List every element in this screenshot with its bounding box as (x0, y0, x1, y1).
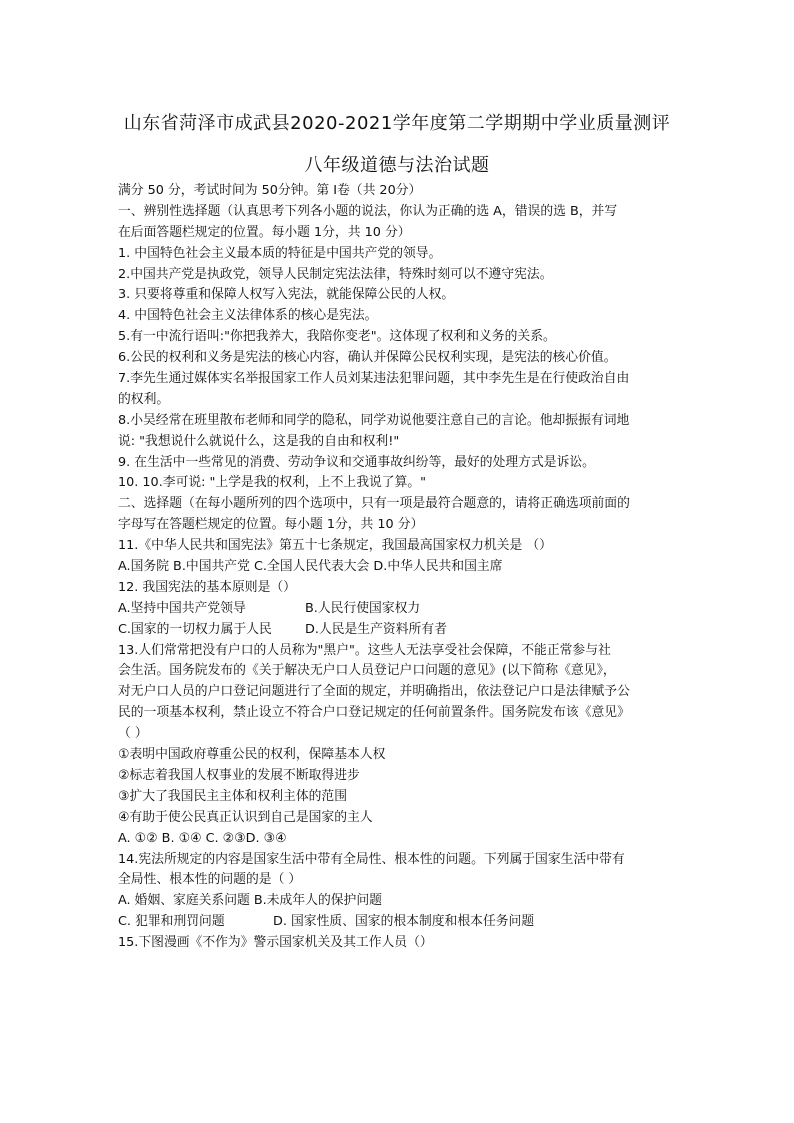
section1-heading: 一、辨别性选择题（认真思考下列各小题的说法，你认为正确的选 A，错误的选 B，并写 (118, 203, 618, 219)
question-10: 10. 10.李可说: "上学是我的权利，上不上我说了算。" (118, 475, 427, 491)
question-4: 4. 中国特色社会主义法律体系的核心是宪法。 (118, 308, 378, 324)
section2-heading-cont: 字母写在答题栏规定的位置。每小题 1分，共 10 分） (118, 517, 424, 533)
option-14c: C. 犯罪和刑罚问题 (118, 914, 225, 930)
question-12-options-ab (118, 599, 688, 620)
question-5: 5.有一中流行语叫:"你把我养大，我陪你变老"。这体现了权利和义务的关系。 (118, 329, 556, 345)
question-13: 13.人们常常把没有户口的人员称为"黑户"。这些人无法享受社会保障，不能正常参与社 (118, 642, 611, 658)
question-9: 9. 在生活中一些常见的消费、劳动争议和交通事故纠纷等，最好的处理方式是诉讼。 (118, 454, 595, 470)
question-14-cont: 全局性、根本性的问题的是（ ） (118, 872, 302, 888)
question-7-cont: 的权利。 (118, 391, 170, 407)
question-2: 2.中国共产党是执政党，领导人民制定宪法法律，特殊时刻可以不遵守宪法。 (118, 266, 553, 282)
question-8: 8.小吴经常在班里散布老师和同学的隐私，同学劝说他要注意自己的言论。他却振振有词地 (118, 412, 630, 428)
exam-title: 山东省菏泽市成武县2020-2021学年度第二学期期中学业质量测评 (123, 113, 671, 134)
option-12a: A.坚持中国共产党领导 (118, 600, 246, 616)
statement-2: ②标志着我国人权事业的发展不断取得进步 (118, 767, 360, 783)
question-13-cont: 民的一项基本权利，禁止设立不符合户口登记规定的任何前置条件。国务院发布该《意见》 (118, 705, 630, 721)
exam-body (118, 181, 688, 954)
statement-1: ①表明中国政府尊重公民的权利，保障基本人权 (118, 747, 386, 763)
question-15: 15.下图漫画《不作为》警示国家机关及其工作人员（） (118, 935, 433, 951)
question-11: 11.《中华人民共和国宪法》第五十七条规定，我国最高国家权力机关是 （） (118, 538, 552, 554)
statement-3: ③扩大了我国民主主体和权利主体的范围 (118, 788, 348, 804)
question-8-cont: 说: "我想说什么就说什么，这是我的自由和权利!" (118, 433, 400, 449)
option-14d: D. 国家性质、国家的根本制度和根本任务问题 (273, 914, 535, 930)
statement-4: ④有助于使公民真正认识到自己是国家的主人 (118, 809, 373, 825)
question-7: 7.李先生通过媒体实名举报国家工作人员刘某违法犯罪问题，其中李先生是在行使政治自由 (118, 371, 630, 387)
question-13-cont: 会生活。国务院发布的《关于解决无户口人员登记户口问题的意见》(以下简称《意见》， (118, 663, 616, 679)
question-14-options-ab: A. 婚姻、家庭关系问题 B.未成年人的保护问题 (118, 893, 382, 909)
question-14-options-cd (118, 912, 688, 933)
exam-subtitle: 八年级道德与法治试题 (304, 155, 490, 176)
question-3: 3. 只要将尊重和保障人权写入宪法，就能保障公民的人权。 (118, 287, 455, 303)
question-12: 12. 我国宪法的基本原则是（） (118, 579, 296, 595)
question-13-cont: 对无户口人员的户口登记问题进行了全面的规定，并明确指出，依法登记户口是法律赋予公 (118, 684, 630, 700)
question-13-blank: （ ） (118, 726, 148, 742)
question-13-options: A. ①② B. ①④ C. ②③D. ③④ (118, 830, 287, 846)
question-14: 14.宪法所规定的内容是国家生活中带有全局性、根本性的问题。下列属于国家生活中带有 (118, 851, 625, 867)
intro-line: 满分 50 分，考试时间为 50分钟。第 I卷（共 20分） (118, 183, 422, 198)
section1-heading-cont: 在后面答题栏规定的位置。每小题 1分，共 10 分） (118, 224, 411, 240)
question-1: 1. 中国特色社会主义最本质的特征是中国共产党的领导。 (118, 245, 442, 261)
option-12d: D.人民是生产资料所有者 (305, 621, 447, 637)
question-11-options: A.国务院 B.中国共产党 C.全国人民代表大会 D.中华人民共和国主席 (118, 559, 503, 575)
option-12b: B.人民行使国家权力 (305, 600, 421, 616)
question-12-options-cd (118, 620, 688, 641)
question-6: 6.公民的权利和义务是宪法的核心内容，确认并保障公民权利实现，是宪法的核心价值。 (118, 350, 617, 366)
option-12c: C.国家的一切权力属于人民 (118, 621, 272, 637)
section2-heading: 二、选择题（在每小题所列的四个选项中，只有一项是最符合题意的，请将正确选项前面的 (118, 496, 630, 512)
